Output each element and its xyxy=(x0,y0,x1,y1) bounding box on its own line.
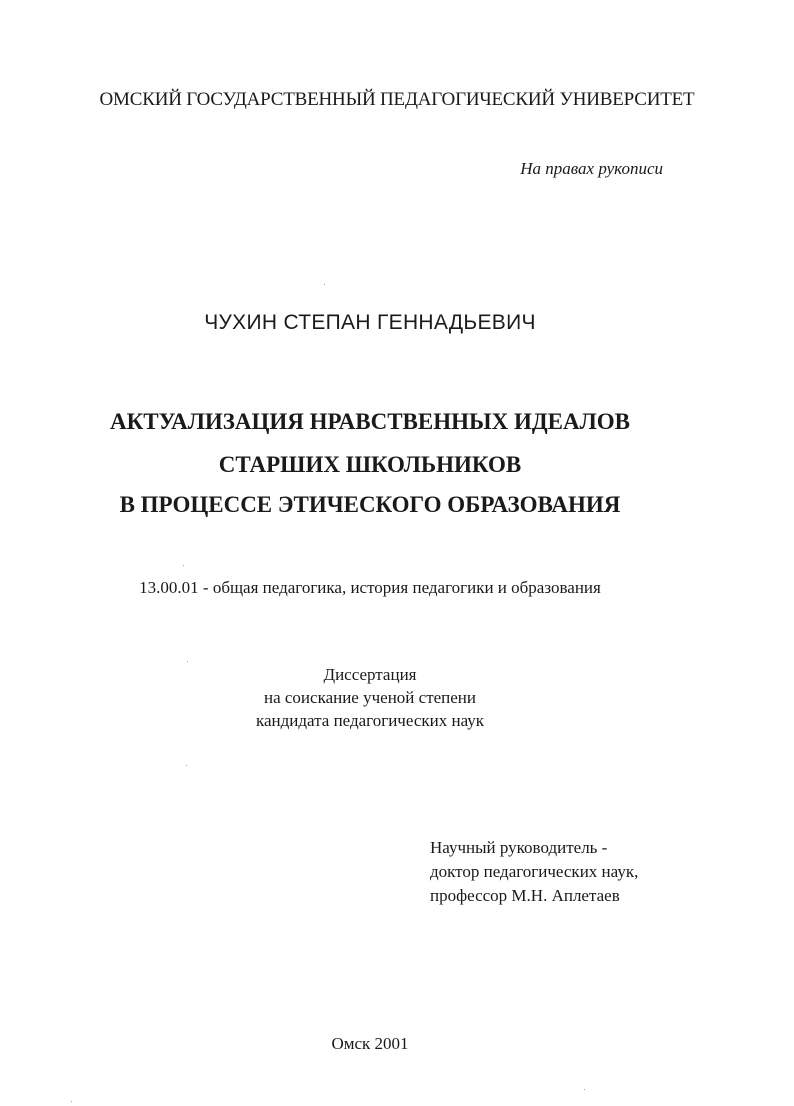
dissertation-title-line-2: СТАРШИХ ШКОЛЬНИКОВ xyxy=(218,452,522,477)
supervisor-line-1: Научный руководитель - xyxy=(430,838,608,857)
dissertation-type-line-2: на соискание ученой степени xyxy=(263,688,477,707)
dissertation-title-line-1: АКТУАЛИЗАЦИЯ НРАВСТВЕННЫХ ИДЕАЛОВ xyxy=(110,409,630,434)
university-name: ОМСКИЙ ГОСУДАРСТВЕННЫЙ ПЕДАГОГИЧЕСКИЙ УНИВЕРСИТЕТ xyxy=(99,89,695,110)
scan-speck xyxy=(584,1089,585,1090)
manuscript-note: На правах рукописи xyxy=(520,159,663,178)
author-name: ЧУХИН СТЕПАН ГЕННАДЬЕВИЧ xyxy=(204,311,536,334)
supervisor-line-2: доктор педагогических наук, xyxy=(430,862,639,881)
scan-speck xyxy=(183,565,184,566)
city-year: Омск 2001 xyxy=(331,1034,409,1053)
dissertation-title-line-3: В ПРОЦЕССЕ ЭТИЧЕСКОГО ОБРАЗОВАНИЯ xyxy=(119,492,621,517)
dissertation-type-line-3: кандидата педагогических наук xyxy=(255,711,485,730)
scan-speck xyxy=(187,661,188,662)
scan-speck xyxy=(186,765,187,766)
supervisor-line-3: профессор М.Н. Аплетаев xyxy=(430,886,620,905)
scan-speck xyxy=(324,284,325,285)
dissertation-type-line-1: Диссертация xyxy=(323,665,417,684)
specialty-code: 13.00.01 - общая педагогика, история педагогики и образования xyxy=(139,578,601,597)
scan-speck xyxy=(71,1101,72,1102)
